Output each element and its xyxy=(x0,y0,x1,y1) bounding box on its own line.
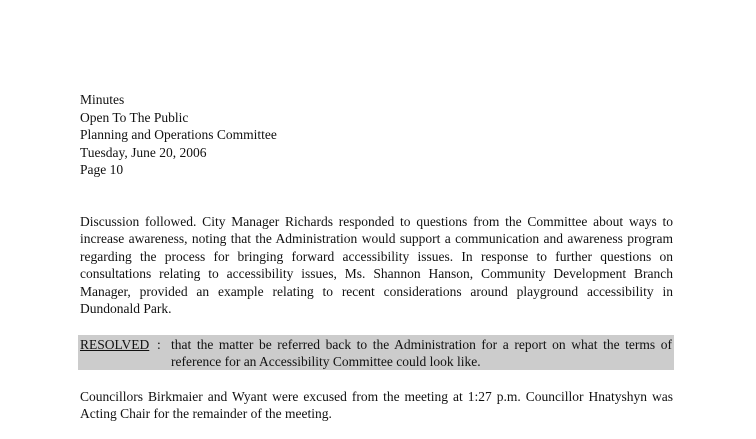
header-doc-type: Minutes xyxy=(80,92,125,107)
document-header xyxy=(80,91,277,179)
resolution-label: RESOLVED xyxy=(80,337,150,352)
header-visibility: Open To The Public xyxy=(80,109,189,125)
resolution-colon: : xyxy=(157,337,161,352)
excused-paragraph: Councillors Birkmaier and Wyant were excused from the meeting at 1:27 p.m. Councillor Hnatyshyn was Acting Chair for the remainder of the meeting. xyxy=(80,389,673,422)
resolution-text: that the matter be referred back to the Administration for a report on what the terms of reference for an Accessibility Committee could look like. xyxy=(171,337,672,370)
discussion-paragraph: Discussion followed. City Manager Richards responded to questions from the Committee about ways to increase awareness, noting that the Administration would support a communication and awareness program regarding the process for bringing forward accessibility issues. In response to further questions on consultations relating to accessibility issues, Ms. Shannon Hanson, Community Development Branch Manager, provided an example relating to recent considerations around playground accessibility in Dundonald Park. xyxy=(80,214,673,317)
header-date: Tuesday, June 20, 2006 xyxy=(80,144,207,160)
header-page-number: Page 10 xyxy=(80,162,124,177)
resolution-block xyxy=(78,335,674,370)
header-committee: Planning and Operations Committee xyxy=(80,127,277,142)
